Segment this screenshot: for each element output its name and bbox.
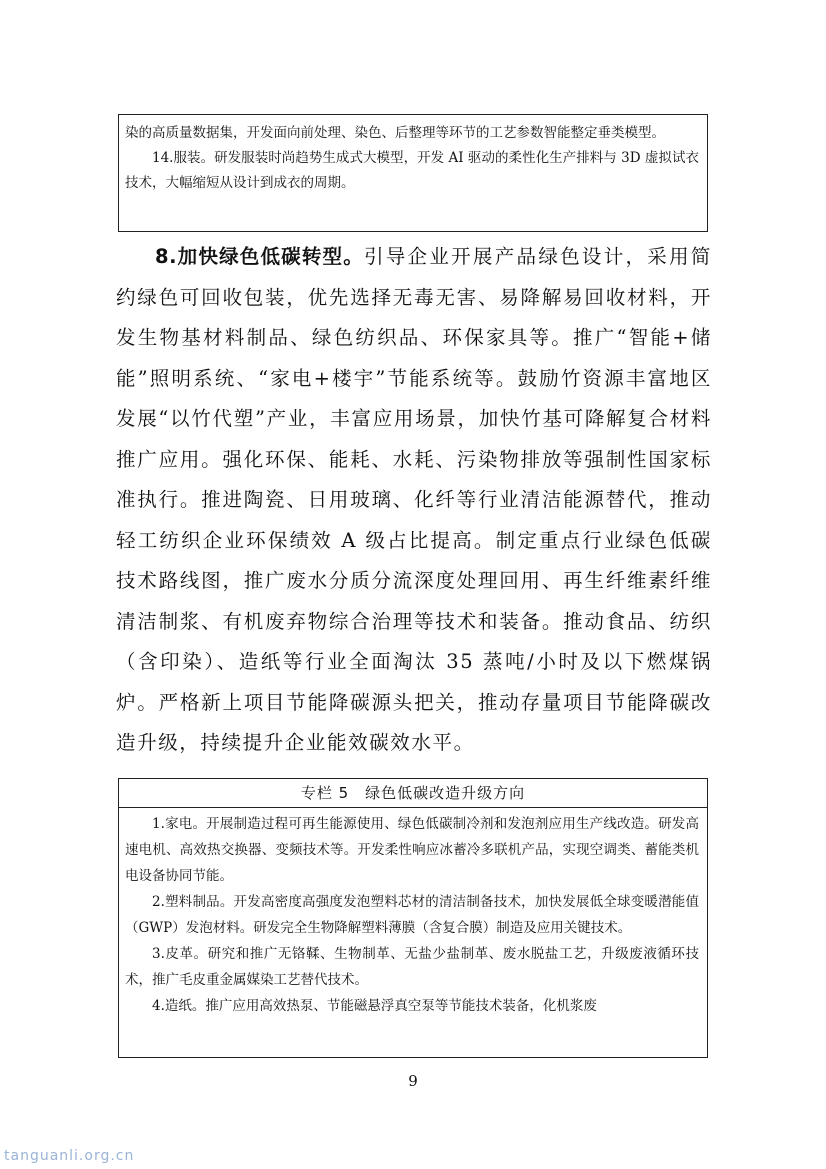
column-item-plastics: 2.塑料制品。开发高密度高强度发泡塑料芯材的清洁制备技术，加快发展低全球变暖潜能值（GWP）发泡材料。研发完全生物降解塑料薄膜（含复合膜）制造及应用关键技术。 (125, 894, 699, 936)
column-box-body (119, 808, 707, 1019)
section-8-paragraph (116, 237, 712, 764)
page-number: 9 (408, 1072, 418, 1090)
section-8-heading: 8.加快绿色低碳转型。 (155, 245, 364, 268)
section-8-body: 引导企业开展产品绿色设计，采用简约绿色可回收包装，优先选择无毒无害、易降解易回收材料，开发生物基材料制品、绿色纺织品、环保家具等。推广“智能+储能”照明系统、“家电+楼宇”节能系统等。鼓励竹资源丰富地区发展“以竹代塑”产业，丰富应用场景，加快竹基可降解复合材料推广应用。强化环保、能耗、水耗、污染物排放等强制性国家标准执行。推进陶瓷、日用玻璃、化纤等行业清洁能源替代，推动轻工纺织企业环保绩效 A 级占比提高。制定重点行业绿色低碳技术路线图，推广废水分质分流深度处理回用、再生纤维素纤维清洁制浆、有机废弃物综合治理等技术和装备。推动食品、纺织（含印染）、造纸等行业全面淘汰 35 蒸吨/小时及以下燃煤锅炉。严格新上项目节能降碳源头把关，推动存量项目节能降碳改造升级，持续提升企业能效碳效水平。 (116, 245, 712, 754)
column-item-paper: 4.造纸。推广应用高效热泵、节能磁悬浮真空泵等节能技术装备，化机浆废 (152, 998, 597, 1014)
box-paragraph-continued: 染的高质量数据集，开发面向前处理、染色、后整理等环节的工艺参数智能整定垂类模型。 (125, 125, 665, 141)
column-box-5 (118, 778, 708, 1058)
watermark: tanguanli.org.cn (4, 1148, 135, 1164)
continued-text-box (118, 114, 708, 232)
column-box-title: 专栏 5 绿色低碳改造升级方向 (119, 779, 707, 808)
column-item-appliances: 1.家电。开展制造过程可再生能源使用、绿色低碳制冷剂和发泡剂应用生产线改造。研发高速电机、高效热交换器、变频技术等。开发柔性响应冰蓄冷多联机产品，实现空调类、蓄能类机电设备协同节能。 (125, 816, 699, 884)
column-item-leather: 3.皮革。研究和推广无铬鞣、生物制革、无盐少盐制革、废水脱盐工艺，升级废液循环技术，推广毛皮重金属媒染工艺替代技术。 (125, 946, 699, 988)
box-paragraph-apparel: 14.服装。研发服装时尚趋势生成式大模型，开发 AI 驱动的柔性化生产排料与 3D 虚拟试衣技术，大幅缩短从设计到成衣的周期。 (125, 150, 699, 191)
